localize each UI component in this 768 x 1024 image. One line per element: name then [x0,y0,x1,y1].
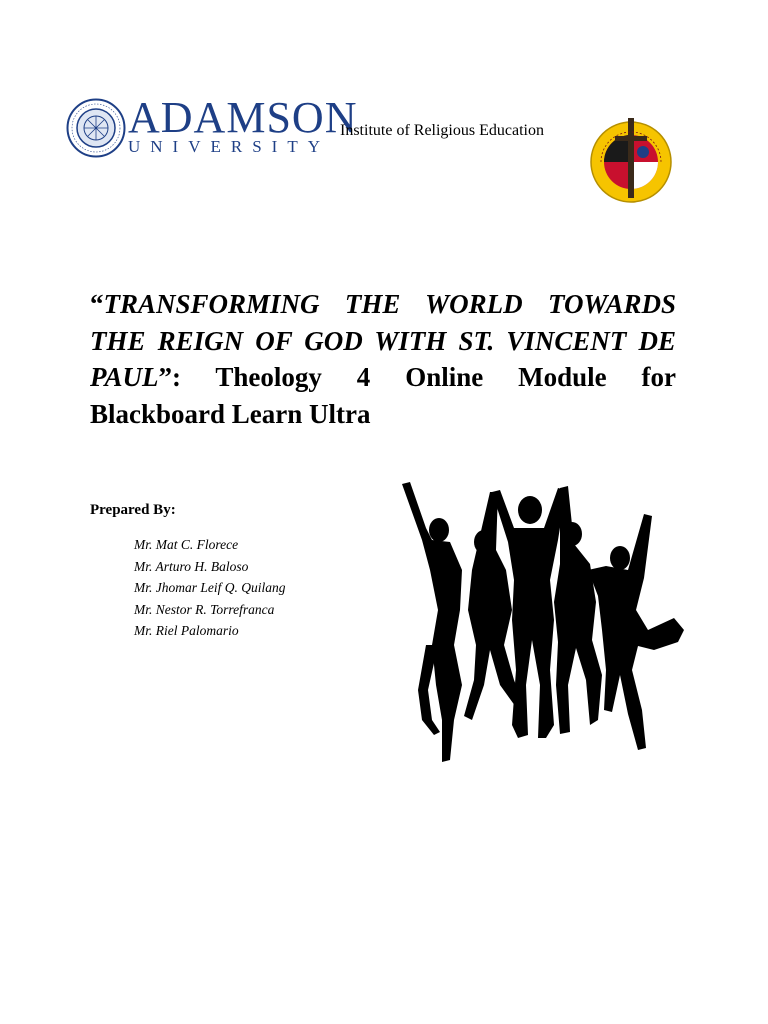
title-line-4: Blackboard Learn Ultra [90,398,371,429]
title-line-2: THE REIGN OF GOD WITH ST. VINCENT DE [90,325,676,356]
author-item: Mr. Riel Palomario [134,623,239,638]
university-subtitle: UNIVERSITY [128,137,330,156]
author-list [134,534,286,642]
author-item: Mr. Arturo H. Baloso [134,558,249,574]
religious-education-seal-icon [581,108,681,208]
prepared-by-label: Prepared By: [90,502,176,518]
document-header [66,93,686,216]
author-item: Mr. Nestor R. Torrefranca [134,601,275,617]
university-name: ADAMSON [128,93,358,142]
title-line-1: “TRANSFORMING THE WORLD TOWARDS [90,289,676,319]
institute-name: Institute of Religious Education [340,122,544,139]
author-item: Mr. Jhomar Leif Q. Quilang [134,580,286,595]
adamson-seal-icon [66,98,126,158]
jumping-people-silhouette-icon [392,470,692,780]
title-line-3: PAUL”: Theology 4 Online Module for [90,362,676,392]
author-item: Mr. Mat C. Florece [134,537,239,552]
university-wordmark [128,93,358,156]
document-title [90,286,676,432]
